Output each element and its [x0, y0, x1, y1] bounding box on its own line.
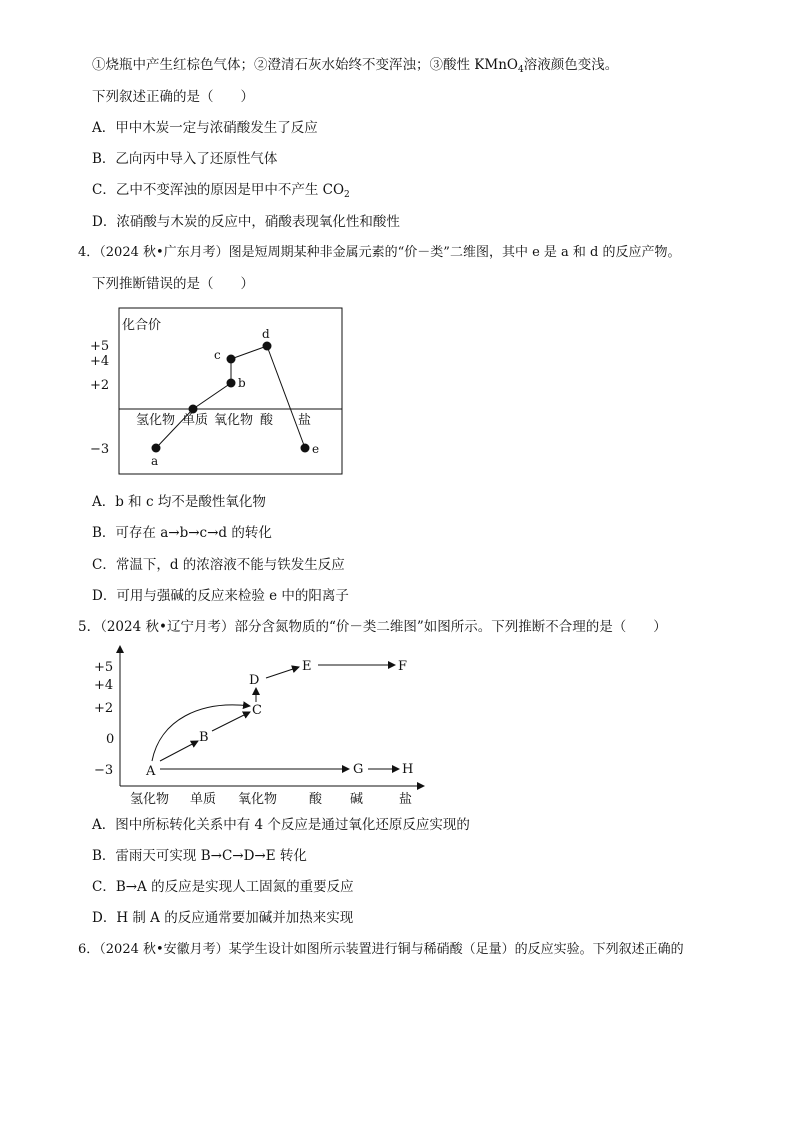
q5-point-G: G	[353, 762, 364, 777]
q4-point-d	[263, 342, 272, 351]
q4-cat: 盐	[298, 413, 312, 428]
q6-question: 6．（2024 秋•安徽月考）某学生设计如图所示装置进行铜与稀硝酸（足量）的反应实验。下列叙述正确的	[78, 942, 684, 957]
q4-cat: 氢化物	[136, 413, 176, 428]
q5-cat: 氢化物	[130, 792, 170, 807]
q5-point-H: H	[402, 762, 414, 777]
q5-option-a: A．图中所标转化关系中有 4 个反应是通过氧化还原反应实现的	[92, 817, 470, 833]
q3-option-a: A．甲中木炭一定与浓硝酸发生了反应	[92, 120, 318, 136]
q4-ytick: +2	[90, 378, 110, 393]
q5-cat: 碱	[350, 792, 364, 807]
q4-point-b	[227, 379, 236, 388]
q5-ytick: −3	[94, 763, 114, 778]
q3-observations: ①烧瓶中产生红棕色气体；②澄清石灰水始终不变浑浊；③酸性 KMnO$_4$溶液颜色变浅。	[92, 57, 619, 75]
q4-label-d: d	[262, 327, 270, 341]
q5-cat: 氧化物	[238, 792, 278, 807]
q4-chart	[86, 303, 348, 478]
q5-option-b: B．雷雨天可实现 B→C→D→E 转化	[92, 848, 307, 864]
q3-option-b: B．乙向丙中导入了还原性气体	[92, 151, 278, 167]
q4-cat: 氧化物	[214, 413, 254, 428]
q5-arrow-A-B	[160, 741, 198, 761]
q4-ytick: +4	[90, 354, 110, 369]
q4-option-d: D．可用与强碱的反应来检验 e 中的阳离子	[92, 588, 349, 604]
q5-ytick: +5	[94, 660, 114, 675]
q4-point-e	[301, 444, 310, 453]
q5-point-F: F	[398, 659, 408, 674]
q4-yticks	[90, 339, 109, 457]
q4-label-a: a	[151, 454, 159, 468]
q5-point-C: C	[252, 703, 262, 718]
q5-chart	[90, 640, 430, 812]
q4-ylabel: 化合价	[122, 318, 162, 333]
q5-cat: 盐	[399, 792, 413, 807]
q4-ytick: +5	[90, 339, 110, 354]
q5-cat: 单质	[190, 792, 217, 807]
q5-arrow-B-C	[212, 712, 250, 731]
q4-question: 4．（2024 秋•广东月考）图是短周期某种非金属元素的“价－类”二维图，其中 e 是 a 和 d 的反应产物。	[78, 245, 681, 260]
q5-point-A: A	[146, 764, 156, 779]
q4-option-b: B．可存在 a→b→c→d 的转化	[92, 525, 272, 541]
q5-option-c: C．B→A 的反应是实现人工固氮的重要反应	[92, 879, 354, 895]
q5-ytick: +4	[94, 678, 114, 693]
q3-option-c: C．乙中不变浑浊的原因是甲中不产生 $CO_2$	[92, 182, 350, 200]
q4-option-c: C．常温下，d 的浓溶液不能与铁发生反应	[92, 557, 345, 573]
q5-ytick: +2	[94, 701, 114, 716]
q5-categories	[130, 791, 412, 807]
q4-label-e: e	[312, 442, 320, 456]
q5-arrow-D-E	[266, 667, 299, 678]
q4-point-simple	[189, 405, 198, 414]
q4-path	[156, 346, 267, 448]
q5-point-E: E	[302, 659, 312, 674]
q5-ytick: 0	[106, 732, 115, 747]
q4-point-a	[152, 444, 161, 453]
q4-ytick: −3	[90, 442, 110, 457]
q4-point-c	[227, 355, 236, 364]
q5-cat: 酸	[309, 792, 323, 807]
q3-option-d: D．浓硝酸与木炭的反应中，硝酸表现氧化性和酸性	[92, 214, 400, 230]
q5-option-d: D．H 制 A 的反应通常要加碱并加热来实现	[92, 910, 354, 926]
q4-label-b: b	[238, 376, 246, 390]
q3-stem: 下列叙述正确的是（ ）	[92, 89, 254, 105]
q4-option-a: A．b 和 c 均不是酸性氧化物	[92, 494, 266, 510]
q5-question: 5．（2024 秋•辽宁月考）部分含氮物质的“价－类二维图”如图所示。下列推断不合理的是（ ）	[78, 619, 667, 635]
q5-point-D: D	[249, 673, 260, 688]
q4-categories	[136, 412, 311, 428]
q4-stem: 下列推断错误的是（ ）	[92, 276, 254, 292]
q4-path-de	[267, 346, 305, 448]
q5-point-B: B	[199, 730, 209, 745]
q5-yticks	[94, 660, 114, 778]
q4-cat: 单质	[182, 413, 209, 428]
q4-label-c: c	[214, 348, 221, 362]
q4-cat: 酸	[260, 413, 274, 428]
